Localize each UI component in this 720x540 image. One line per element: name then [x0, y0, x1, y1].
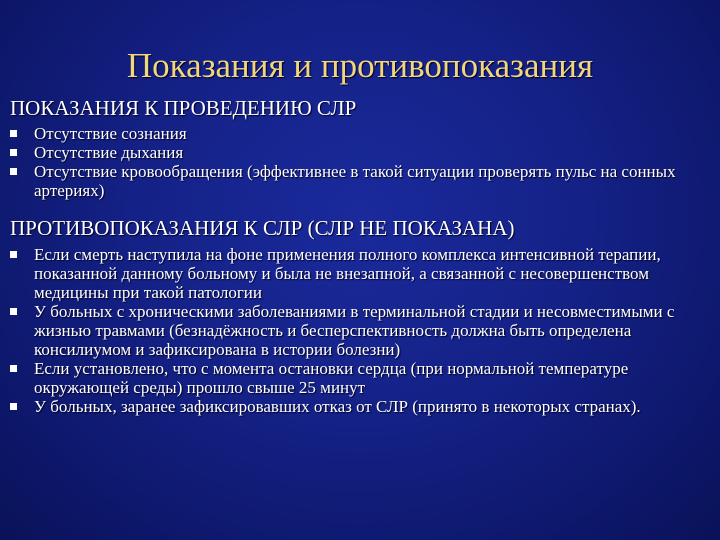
list-item-text: У больных с хроническими заболеваниями в терминальной стадии и несовместимыми с жизнью травмами (безнадёжность и бесперспективность должна быть определена консилиумом и зафиксирована в истории болезни)	[34, 302, 675, 359]
list-item-text: Если установлено, что с момента остановки сердца (при нормальной температуре окружающей среды) прошло свыше 25 минут	[34, 359, 629, 397]
square-bullet-icon	[10, 149, 17, 156]
list-item	[0, 162, 720, 200]
square-bullet-icon	[10, 251, 17, 258]
square-bullet-icon	[10, 403, 17, 410]
square-bullet-icon	[10, 130, 17, 137]
indications-heading: ПОКАЗАНИЯ К ПРОВЕДЕНИЮ СЛР	[10, 96, 357, 120]
slide-title: Показания и противопоказания	[126, 46, 594, 85]
list-item-text: У больных, заранее зафиксировавших отказ от СЛР (принято в некоторых странах).	[34, 397, 641, 416]
list-item	[0, 397, 720, 416]
square-bullet-icon	[10, 308, 17, 315]
square-bullet-icon	[10, 365, 17, 372]
list-item-text: Если смерть наступила на фоне применения полного комплекса интенсивной терапии, показанной данному больному и была не внезапной, а связанной с несовершенством медицины при такой патологии	[34, 245, 661, 302]
indications-list	[0, 124, 720, 200]
list-item	[0, 124, 720, 143]
contraindications-heading: ПРОТИВОПОКАЗАНИЯ К СЛР (СЛР НЕ ПОКАЗАНА)	[10, 216, 515, 240]
list-item-text: Отсутствие сознания	[34, 124, 187, 143]
contraindications-list	[0, 245, 720, 416]
square-bullet-icon	[10, 168, 17, 175]
list-item	[0, 359, 720, 397]
list-item	[0, 143, 720, 162]
list-item	[0, 245, 720, 302]
list-item	[0, 302, 720, 359]
list-item-text: Отсутствие дыхания	[34, 143, 184, 162]
list-item-text: Отсутствие кровообращения (эффективнее в такой ситуации проверять пульс на сонных артериях)	[34, 162, 676, 200]
